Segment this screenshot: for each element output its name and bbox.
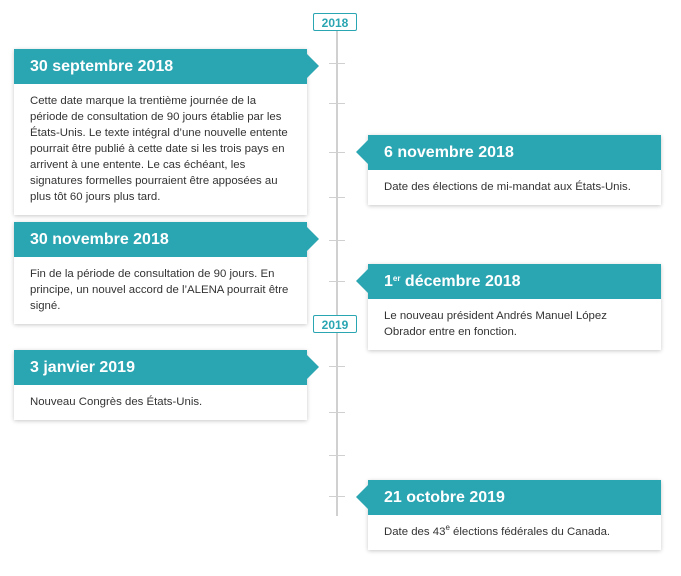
- timeline-tick: [329, 103, 345, 104]
- year-label-2019: 2019: [313, 315, 357, 333]
- event-date: 6 novembre 2018: [368, 135, 661, 170]
- event-card: [368, 135, 661, 205]
- event-date: 30 septembre 2018: [14, 49, 307, 84]
- timeline-tick: [329, 496, 345, 497]
- event-card: [14, 49, 307, 215]
- event-text-post: élections fédérales du Canada.: [449, 526, 611, 538]
- event-text-ordinal: e: [445, 523, 450, 532]
- event-text-pre: Date des 43: [384, 526, 446, 538]
- timeline-tick: [329, 412, 345, 413]
- event-date-day: 1: [384, 273, 393, 290]
- timeline-tick: [329, 63, 345, 64]
- timeline-tick: [329, 455, 345, 456]
- year-label-2018: 2018: [313, 13, 357, 31]
- event-card: [368, 480, 661, 550]
- event-date: 30 novembre 2018: [14, 222, 307, 257]
- timeline-tick: [329, 240, 345, 241]
- event-description: [368, 515, 661, 550]
- event-date-rest: décembre 2018: [400, 273, 521, 290]
- event-description: Cette date marque la trentième journée de la période de consultation de 90 jours établie par les États-Unis. Le texte intégral d’une nouvelle entente pourrait être publié à cette date si les trois pays en arrivent à une entente. Le cas échéant, les signatures formelles pourraient être apposées au plus tôt 60 jours plus tard.: [30, 95, 288, 203]
- event-card: [14, 222, 307, 324]
- timeline-tick: [329, 197, 345, 198]
- timeline-tick: [329, 281, 345, 282]
- event-date-ordinal: er: [392, 274, 401, 283]
- event-card: [14, 350, 307, 420]
- event-description: Nouveau Congrès des États-Unis.: [30, 396, 203, 408]
- event-date: 21 octobre 2019: [368, 480, 661, 515]
- event-date: 3 janvier 2019: [14, 350, 307, 385]
- event-description: Fin de la période de consultation de 90 jours. En principe, un nouvel accord de l’ALENA pourrait être signé.: [30, 268, 289, 312]
- event-description: Le nouveau président Andrés Manuel López Obrador entre en fonction.: [384, 310, 607, 338]
- timeline-tick: [329, 366, 345, 367]
- event-card: [368, 264, 661, 350]
- event-date: [368, 264, 661, 299]
- timeline-tick: [329, 152, 345, 153]
- timeline-axis: [336, 22, 338, 516]
- event-description: Date des élections de mi-mandat aux États-Unis.: [384, 181, 631, 193]
